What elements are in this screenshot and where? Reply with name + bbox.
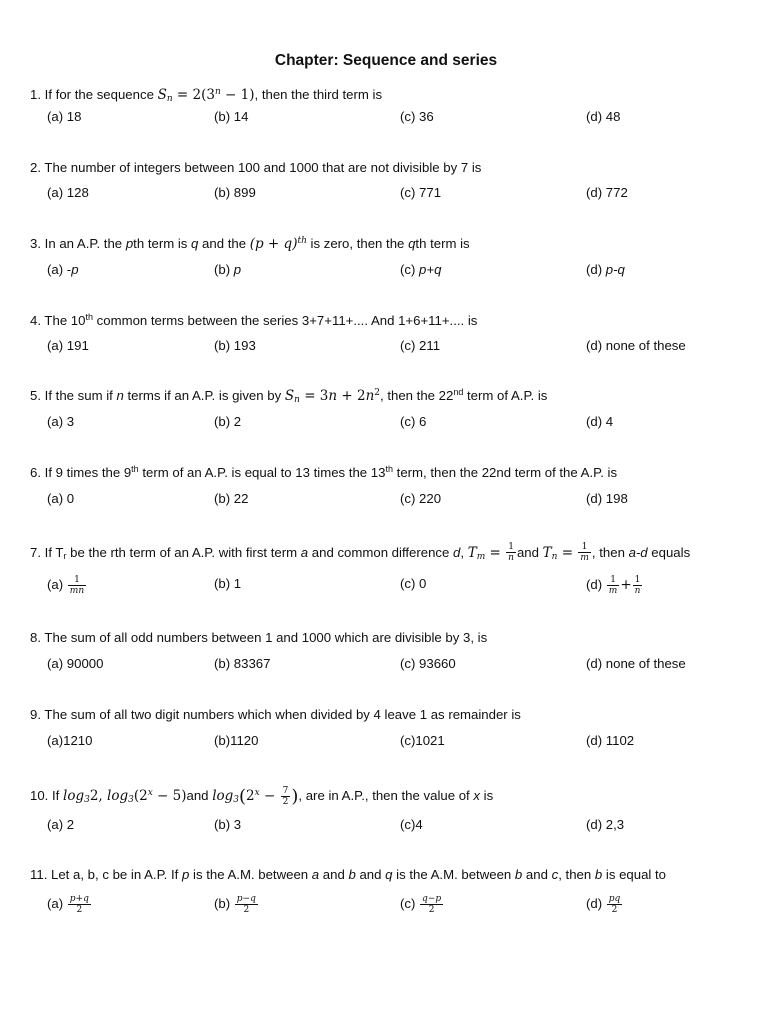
options-2 (0, 184, 768, 206)
option-c[interactable]: (c) 36 (400, 109, 434, 124)
option-c[interactable]: (c) 93660 (400, 656, 456, 671)
option-a[interactable]: (a) $\frac{p+q}{2}$ (47, 894, 89, 915)
option-b[interactable]: (b) 899 (214, 185, 256, 200)
page-title: Chapter: Sequence and series (274, 52, 498, 69)
option-a[interactable]: (a)1210 (47, 733, 93, 748)
option-d[interactable]: (d) $\frac{1}{m}$ + $\frac{1}{n}$ (586, 575, 641, 596)
options-6 (0, 490, 768, 512)
fraction: $\frac{1}{n}$ (634, 575, 641, 596)
fraction: $\frac{q-p}{2}$ (422, 894, 442, 915)
fraction: $\frac{p-q}{2}$ (236, 894, 256, 915)
option-b[interactable]: (b) 1 (214, 576, 242, 591)
option-d[interactable]: (d) 1102 (586, 733, 635, 748)
option-d[interactable]: (d) 4 (586, 414, 614, 429)
question-2: 2. The number of integers between 100 and 1000 that are not divisible by 7 is (30, 160, 482, 175)
option-a[interactable]: (a) 90000 (47, 656, 104, 671)
question-7: 7. If $T_r$ be the rth term of an A.P. with first term a and common difference d, $T_m$ = $\frac{1}{n}$ and $T_n$ = $\frac{1}{m}$ , then a-d equals (30, 542, 691, 563)
option-c[interactable]: (c) p+q (400, 262, 442, 277)
option-a[interactable]: (a) $\frac{1}{mn}$ (47, 575, 85, 596)
question-5: 5. If the sum if n terms if an A.P. is given by $S_n = 3n + 2n^2$, then the 22nd term of A.P. is (30, 387, 548, 405)
formula: $\log_3$ (212, 787, 240, 805)
question-6: 6. If 9 times the 9th term of an A.P. is equal to 13 times the 13th term, then the 22nd term of the A.P. is (30, 464, 618, 480)
option-a[interactable]: (a) -p (47, 262, 79, 277)
option-d[interactable]: (d) 2,3 (586, 817, 625, 832)
options-11 (0, 894, 768, 916)
question-10: 10. If $\log_32$, $\log_3(2^x - 5)and$ $\log_3(2^x$ − $\frac{7}{2}$ ), are in A.P., then the value of x is (30, 785, 494, 807)
fraction: $\frac{1}{m}$ (608, 575, 618, 596)
option-b[interactable]: (b) 193 (214, 338, 256, 353)
option-a[interactable]: (a) 0 (47, 491, 75, 506)
fraction: $\frac{p+q}{2}$ (69, 894, 89, 915)
option-a[interactable]: (a) 191 (47, 338, 89, 353)
option-b[interactable]: (b) 14 (214, 109, 249, 124)
fraction: $\frac{pq}{2}$ (608, 894, 621, 915)
option-a[interactable]: (a) 128 (47, 185, 89, 200)
option-d[interactable]: (d) none of these (586, 656, 686, 671)
option-c[interactable]: (c)4 (400, 817, 423, 832)
question-1: 1. If for the sequence $S_n = 2(3^n - 1)$, then the third term is (30, 87, 383, 104)
options-3 (0, 261, 768, 283)
option-d[interactable]: (d) 198 (586, 491, 628, 506)
options-10 (0, 816, 768, 838)
formula: $T_n$ (542, 544, 558, 562)
options-9 (0, 732, 768, 754)
option-b[interactable]: (b) p (214, 262, 242, 277)
fraction: $\frac{7}{2}$ (282, 786, 289, 807)
option-c[interactable]: (c) $\frac{q-p}{2}$ (400, 894, 442, 915)
question-3: 3. In an A.P. the pth term is q and the $(p + q)^{th}$ is zero, then the qth term is (30, 236, 470, 252)
options-1 (0, 108, 768, 130)
question-9: 9. The sum of all two digit numbers which when divided by 4 leave 1 as remainder is (30, 707, 521, 722)
option-b[interactable]: (b) 3 (214, 817, 242, 832)
options-5 (0, 413, 768, 435)
option-b[interactable]: (b) $\frac{p-q}{2}$ (214, 894, 256, 915)
options-8 (0, 655, 768, 677)
option-c[interactable]: (c) 211 (400, 338, 441, 353)
options-7 (0, 575, 768, 597)
option-b[interactable]: (b)1120 (214, 733, 259, 748)
option-c[interactable]: (c) 0 (400, 576, 427, 591)
option-a[interactable]: (a) 2 (47, 817, 75, 832)
option-a[interactable]: (a) 18 (47, 109, 82, 124)
option-c[interactable]: (c)1021 (400, 733, 445, 748)
option-d[interactable]: (d) 48 (586, 109, 621, 124)
fraction: $\frac{1}{n}$ (508, 542, 514, 563)
option-d[interactable]: (d) none of these (586, 338, 686, 353)
option-b[interactable]: (b) 2 (214, 414, 242, 429)
option-a[interactable]: (a) 3 (47, 414, 75, 429)
option-b[interactable]: (b) 83367 (214, 656, 271, 671)
option-d[interactable]: (d) 772 (586, 185, 628, 200)
formula: $\log_3$ (107, 787, 134, 805)
formula: $(p + q)^{th}$ (249, 236, 307, 252)
formula: $S_n$ (284, 388, 300, 405)
option-b[interactable]: (b) 22 (214, 491, 249, 506)
formula: $T_m$ (467, 544, 486, 562)
options-4 (0, 337, 768, 359)
fraction: $\frac{1}{mn}$ (69, 575, 85, 596)
option-c[interactable]: (c) 6 (400, 414, 427, 429)
formula: $S_n$ (157, 87, 173, 104)
question-8: 8. The sum of all odd numbers between 1 and 1000 which are divisible by 3, is (30, 630, 488, 645)
option-c[interactable]: (c) 220 (400, 491, 442, 506)
option-d[interactable]: (d) p-q (586, 262, 625, 277)
question-11: 11. Let a, b, c be in A.P. If p is the A.M. between a and b and q is the A.M. between b and c, then b is equal to (30, 867, 666, 882)
option-c[interactable]: (c) 771 (400, 185, 442, 200)
formula: $\log_3$ (63, 787, 90, 805)
question-4: 4. The 10th common terms between the series 3+7+11+.... And 1+6+11+.... is (30, 312, 478, 328)
fraction: $\frac{1}{m}$ (580, 542, 589, 563)
option-d[interactable]: (d) $\frac{pq}{2}$ (586, 894, 621, 915)
